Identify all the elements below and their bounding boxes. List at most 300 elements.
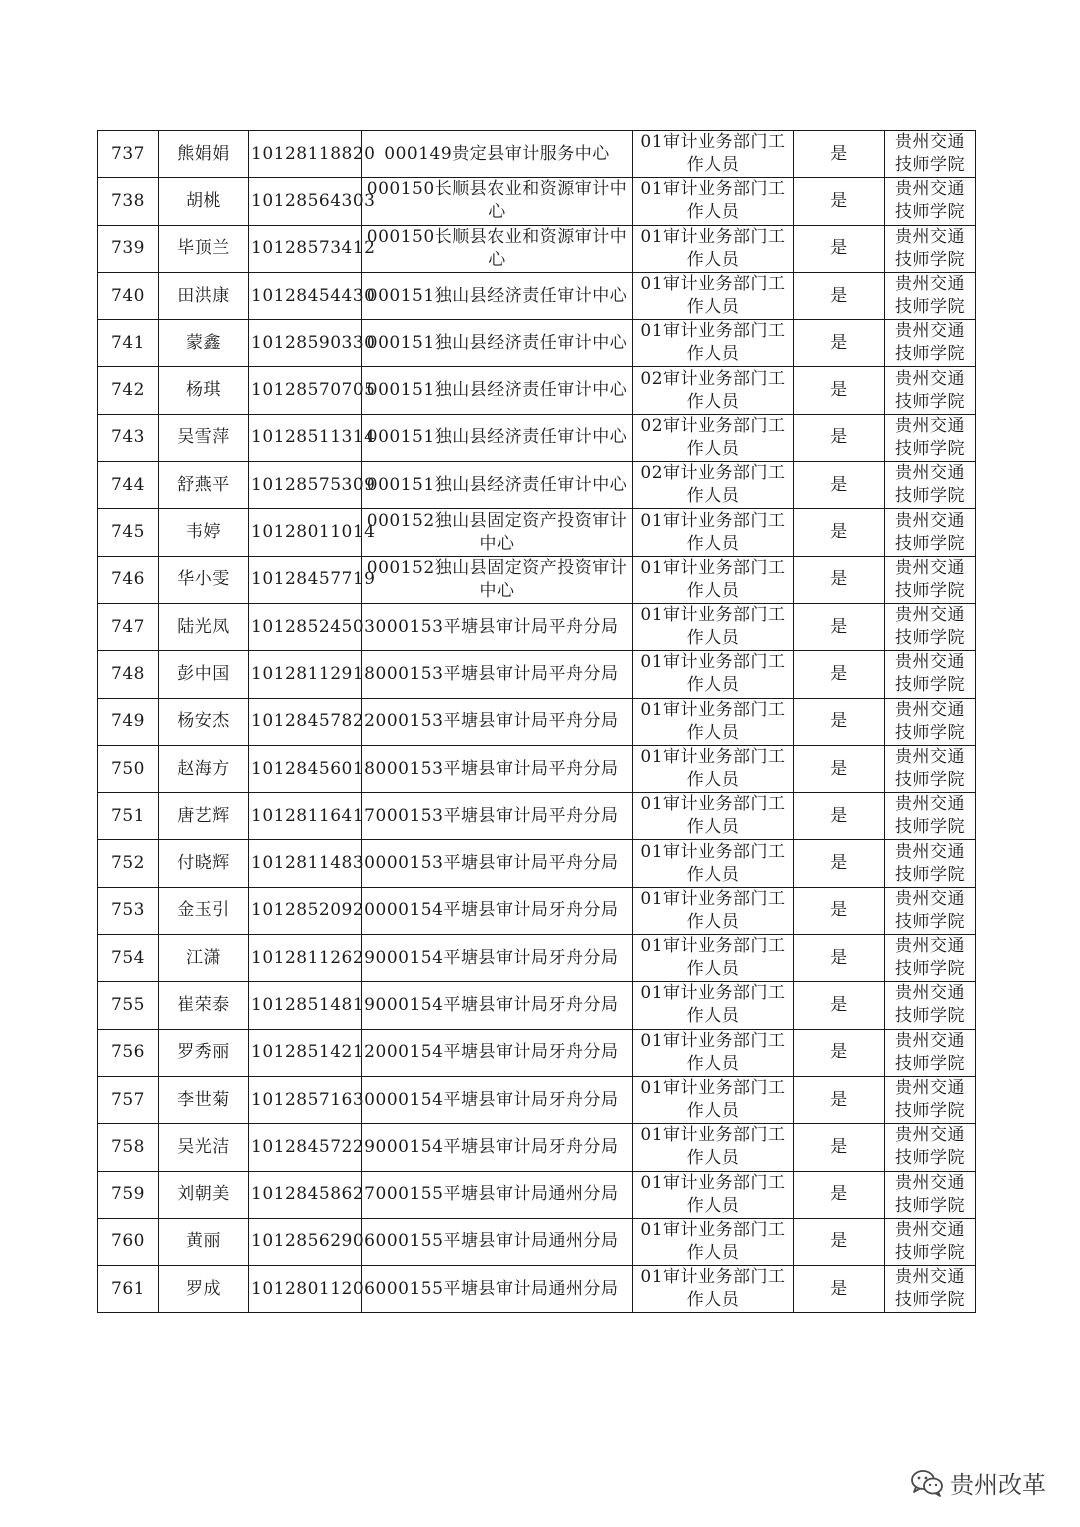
exam-site-line-1: 贵州交通 <box>895 605 965 626</box>
row-number-cell: 745 <box>98 509 159 556</box>
exam-site-line-2: 技师学院 <box>895 911 965 932</box>
unit-cell: 000153平塘县审计局平舟分局 <box>362 651 633 698</box>
row-number-cell: 752 <box>98 840 159 887</box>
unit-cell: 000153平塘县审计局平舟分局 <box>362 840 633 887</box>
exam-site-cell <box>885 367 976 414</box>
exam-site-line-2: 技师学院 <box>895 1101 965 1122</box>
exam-site-line-2: 技师学院 <box>895 533 965 554</box>
unit-cell: 000152独山县固定资产投资审计中心 <box>362 509 633 556</box>
exam-site-line-1: 贵州交通 <box>895 888 965 909</box>
position-line-2: 作人员 <box>686 438 740 459</box>
position-cell <box>633 320 794 367</box>
exam-site-line-1: 贵州交通 <box>895 1219 965 1240</box>
position-line-1: 01审计业务部门工 <box>640 1172 786 1193</box>
qualified-cell: 是 <box>794 131 885 178</box>
unit-cell: 000153平塘县审计局平舟分局 <box>362 603 633 650</box>
qualified-cell: 是 <box>794 840 885 887</box>
exam-site-cell <box>885 414 976 461</box>
position-line-1: 01审计业务部门工 <box>640 1030 786 1051</box>
position-line-2: 作人员 <box>686 533 740 554</box>
exam-site-line-1: 贵州交通 <box>895 794 965 815</box>
exam-site-cell <box>885 1218 976 1265</box>
unit-cell: 000154平塘县审计局牙舟分局 <box>362 1076 633 1123</box>
unit-cell: 000155平塘县审计局通州分局 <box>362 1266 633 1313</box>
qualified-cell: 是 <box>794 982 885 1029</box>
qualified-cell: 是 <box>794 1266 885 1313</box>
exam-id-cell: 10128514212 <box>249 1029 362 1076</box>
exam-site-line-2: 技师学院 <box>895 1195 965 1216</box>
position-cell <box>633 698 794 745</box>
exam-site-line-1: 贵州交通 <box>895 1125 965 1146</box>
position-cell <box>633 225 794 272</box>
position-cell <box>633 935 794 982</box>
exam-site-cell <box>885 320 976 367</box>
position-line-2: 作人员 <box>686 1195 740 1216</box>
exam-site-cell <box>885 1266 976 1313</box>
position-cell <box>633 651 794 698</box>
exam-site-cell <box>885 935 976 982</box>
row-number-cell: 746 <box>98 556 159 603</box>
table-row <box>98 556 976 603</box>
exam-site-cell <box>885 793 976 840</box>
name-cell: 崔荣泰 <box>159 982 249 1029</box>
row-number-cell: 761 <box>98 1266 159 1313</box>
position-line-1: 01审计业务部门工 <box>640 321 786 342</box>
table-row <box>98 462 976 509</box>
unit-cell: 000153平塘县审计局平舟分局 <box>362 793 633 840</box>
row-number-cell: 756 <box>98 1029 159 1076</box>
exam-site-cell <box>885 556 976 603</box>
table-row <box>98 1029 976 1076</box>
name-cell: 彭中国 <box>159 651 249 698</box>
exam-site-cell <box>885 887 976 934</box>
qualified-cell: 是 <box>794 509 885 556</box>
name-cell: 吴雪萍 <box>159 414 249 461</box>
unit-cell: 000153平塘县审计局平舟分局 <box>362 698 633 745</box>
exam-site-line-2: 技师学院 <box>895 486 965 507</box>
position-line-2: 作人员 <box>686 155 740 176</box>
exam-site-line-2: 技师学院 <box>895 864 965 885</box>
exam-site-line-1: 贵州交通 <box>895 747 965 767</box>
exam-site-line-1: 贵州交通 <box>895 841 965 862</box>
name-cell: 付晓辉 <box>159 840 249 887</box>
exam-site-line-2: 技师学院 <box>895 1290 965 1311</box>
candidate-table-body <box>98 131 976 1313</box>
position-line-2: 作人员 <box>686 1053 740 1074</box>
qualified-cell: 是 <box>794 793 885 840</box>
table-row <box>98 603 976 650</box>
exam-site-cell <box>885 651 976 698</box>
row-number-cell: 739 <box>98 225 159 272</box>
exam-site-line-2: 技师学院 <box>895 580 965 601</box>
position-cell <box>633 1171 794 1218</box>
table-row <box>98 982 976 1029</box>
name-cell: 熊娟娟 <box>159 131 249 178</box>
qualified-cell: 是 <box>794 367 885 414</box>
name-cell: 陆光凤 <box>159 603 249 650</box>
exam-id-cell: 10128575309 <box>249 462 362 509</box>
position-line-2: 作人员 <box>686 770 740 790</box>
name-cell: 李世菊 <box>159 1076 249 1123</box>
position-line-1: 02审计业务部门工 <box>640 368 786 389</box>
exam-id-cell: 10128457229 <box>249 1124 362 1171</box>
qualified-cell: 是 <box>794 178 885 225</box>
position-cell <box>633 178 794 225</box>
wechat-icon <box>910 1469 944 1497</box>
position-cell <box>633 603 794 650</box>
unit-cell: 000154平塘县审计局牙舟分局 <box>362 1124 633 1171</box>
table-row <box>98 935 976 982</box>
watermark <box>910 1465 1046 1500</box>
exam-site-line-2: 技师学院 <box>895 438 965 459</box>
position-cell <box>633 982 794 1029</box>
position-line-1: 01审计业务部门工 <box>640 510 786 531</box>
exam-site-line-2: 技师学院 <box>895 155 965 176</box>
position-line-1: 01审计业务部门工 <box>640 841 786 862</box>
unit-cell: 000149贵定县审计服务中心 <box>362 131 633 178</box>
name-cell: 杨琪 <box>159 367 249 414</box>
position-line-2: 作人员 <box>686 1101 740 1122</box>
row-number-cell: 738 <box>98 178 159 225</box>
unit-cell: 000154平塘县审计局牙舟分局 <box>362 982 633 1029</box>
exam-site-line-2: 技师学院 <box>895 297 965 318</box>
row-number-cell: 757 <box>98 1076 159 1123</box>
exam-id-cell: 10128457822 <box>249 698 362 745</box>
unit-cell: 000154平塘县审计局牙舟分局 <box>362 935 633 982</box>
position-line-1: 01审计业务部门工 <box>640 179 786 200</box>
name-cell: 蒙鑫 <box>159 320 249 367</box>
exam-site-line-2: 技师学院 <box>895 959 965 980</box>
position-line-2: 作人员 <box>686 911 740 932</box>
position-line-1: 01审计业务部门工 <box>640 983 786 1004</box>
row-number-cell: 741 <box>98 320 159 367</box>
position-line-1: 01审计业务部门工 <box>640 274 786 295</box>
unit-cell: 000151独山县经济责任审计中心 <box>362 414 633 461</box>
exam-id-cell: 10128011206 <box>249 1266 362 1313</box>
exam-site-cell <box>885 1029 976 1076</box>
position-cell <box>633 367 794 414</box>
exam-id-cell: 10128118820 <box>249 131 362 178</box>
exam-site-cell <box>885 982 976 1029</box>
position-line-1: 01审计业务部门工 <box>640 1267 786 1288</box>
unit-cell: 000151独山县经济责任审计中心 <box>362 320 633 367</box>
exam-site-line-2: 技师学院 <box>895 817 965 838</box>
exam-site-line-2: 技师学院 <box>895 391 965 412</box>
qualified-cell: 是 <box>794 462 885 509</box>
table-row <box>98 225 976 272</box>
exam-id-cell: 10128573412 <box>249 225 362 272</box>
position-cell <box>633 793 794 840</box>
unit-cell: 000153平塘县审计局平舟分局 <box>362 745 633 792</box>
qualified-cell: 是 <box>794 651 885 698</box>
exam-site-line-1: 贵州交通 <box>895 463 965 484</box>
exam-site-line-2: 技师学院 <box>895 675 965 696</box>
exam-id-cell: 10128571630 <box>249 1076 362 1123</box>
table-row <box>98 745 976 792</box>
exam-site-cell <box>885 1124 976 1171</box>
exam-site-line-2: 技师学院 <box>895 628 965 649</box>
exam-site-line-1: 贵州交通 <box>895 1172 965 1193</box>
row-number-cell: 748 <box>98 651 159 698</box>
exam-id-cell: 10128590330 <box>249 320 362 367</box>
exam-site-line-1: 贵州交通 <box>895 226 965 247</box>
table-row <box>98 793 976 840</box>
position-cell <box>633 131 794 178</box>
position-cell <box>633 414 794 461</box>
exam-site-cell <box>885 1171 976 1218</box>
position-line-1: 01审计业务部门工 <box>640 794 786 815</box>
name-cell: 田洪康 <box>159 272 249 319</box>
name-cell: 唐艺辉 <box>159 793 249 840</box>
position-line-1: 01审计业务部门工 <box>640 652 786 673</box>
exam-site-line-2: 技师学院 <box>895 249 965 270</box>
exam-site-line-1: 贵州交通 <box>895 699 965 720</box>
position-line-1: 01审计业务部门工 <box>640 936 786 957</box>
exam-site-line-1: 贵州交通 <box>895 415 965 436</box>
qualified-cell: 是 <box>794 935 885 982</box>
exam-id-cell: 10128562906 <box>249 1218 362 1265</box>
exam-site-cell <box>885 1076 976 1123</box>
exam-id-cell: 10128514819 <box>249 982 362 1029</box>
table-row <box>98 1171 976 1218</box>
position-cell <box>633 887 794 934</box>
exam-site-line-1: 贵州交通 <box>895 1078 965 1099</box>
position-line-2: 作人员 <box>686 864 740 885</box>
exam-site-cell <box>885 272 976 319</box>
candidate-table <box>97 130 976 1313</box>
row-number-cell: 749 <box>98 698 159 745</box>
position-line-2: 作人员 <box>686 344 740 365</box>
qualified-cell: 是 <box>794 1171 885 1218</box>
unit-cell: 000152独山县固定资产投资审计中心 <box>362 556 633 603</box>
position-line-2: 作人员 <box>686 580 740 601</box>
position-line-2: 作人员 <box>686 297 740 318</box>
qualified-cell: 是 <box>794 272 885 319</box>
position-line-2: 作人员 <box>686 249 740 270</box>
table-row <box>98 887 976 934</box>
unit-cell: 000154平塘县审计局牙舟分局 <box>362 887 633 934</box>
position-line-1: 01审计业务部门工 <box>640 888 786 909</box>
exam-site-cell <box>885 509 976 556</box>
exam-id-cell: 10128570705 <box>249 367 362 414</box>
exam-id-cell: 10128116417 <box>249 793 362 840</box>
qualified-cell: 是 <box>794 887 885 934</box>
exam-site-line-1: 贵州交通 <box>895 274 965 295</box>
position-cell <box>633 462 794 509</box>
position-cell <box>633 509 794 556</box>
exam-id-cell: 10128114830 <box>249 840 362 887</box>
exam-site-line-2: 技师学院 <box>895 722 965 743</box>
exam-site-line-1: 贵州交通 <box>895 936 965 957</box>
position-cell <box>633 840 794 887</box>
position-line-2: 作人员 <box>686 675 740 696</box>
exam-id-cell: 10128112629 <box>249 935 362 982</box>
exam-site-cell <box>885 462 976 509</box>
row-number-cell: 750 <box>98 745 159 792</box>
row-number-cell: 753 <box>98 887 159 934</box>
qualified-cell: 是 <box>794 1124 885 1171</box>
exam-site-line-1: 贵州交通 <box>895 368 965 389</box>
exam-site-line-2: 技师学院 <box>895 1148 965 1169</box>
position-line-1: 01审计业务部门工 <box>640 699 786 720</box>
exam-site-line-1: 贵州交通 <box>895 983 965 1004</box>
row-number-cell: 751 <box>98 793 159 840</box>
exam-site-cell <box>885 745 976 792</box>
unit-cell: 000150长顺县农业和资源审计中心 <box>362 178 633 225</box>
exam-site-line-1: 贵州交通 <box>895 321 965 342</box>
qualified-cell: 是 <box>794 1029 885 1076</box>
row-number-cell: 743 <box>98 414 159 461</box>
exam-id-cell: 10128458627 <box>249 1171 362 1218</box>
exam-id-cell: 10128457719 <box>249 556 362 603</box>
qualified-cell: 是 <box>794 414 885 461</box>
row-number-cell: 737 <box>98 131 159 178</box>
position-cell <box>633 1266 794 1313</box>
table-row <box>98 651 976 698</box>
table-row <box>98 414 976 461</box>
exam-site-cell <box>885 225 976 272</box>
table-row <box>98 1076 976 1123</box>
row-number-cell: 744 <box>98 462 159 509</box>
position-cell <box>633 272 794 319</box>
position-line-2: 作人员 <box>686 817 740 838</box>
name-cell: 韦婷 <box>159 509 249 556</box>
exam-site-line-1: 贵州交通 <box>895 510 965 531</box>
unit-cell: 000155平塘县审计局通州分局 <box>362 1171 633 1218</box>
table-row <box>98 1218 976 1265</box>
exam-id-cell: 10128011014 <box>249 509 362 556</box>
position-line-1: 01审计业务部门工 <box>640 132 786 153</box>
position-line-2: 作人员 <box>686 1290 740 1311</box>
position-cell <box>633 1124 794 1171</box>
exam-site-line-2: 技师学院 <box>895 344 965 365</box>
name-cell: 罗成 <box>159 1266 249 1313</box>
position-cell <box>633 1029 794 1076</box>
exam-site-line-1: 贵州交通 <box>895 652 965 673</box>
exam-site-line-1: 贵州交通 <box>895 557 965 578</box>
name-cell: 黄丽 <box>159 1218 249 1265</box>
exam-site-line-1: 贵州交通 <box>895 1267 965 1288</box>
exam-site-cell <box>885 131 976 178</box>
qualified-cell: 是 <box>794 603 885 650</box>
table-row <box>98 1266 976 1313</box>
position-line-1: 01审计业务部门工 <box>640 1125 786 1146</box>
qualified-cell: 是 <box>794 745 885 792</box>
row-number-cell: 740 <box>98 272 159 319</box>
name-cell: 罗秀丽 <box>159 1029 249 1076</box>
position-line-1: 01审计业务部门工 <box>640 557 786 578</box>
unit-cell: 000154平塘县审计局牙舟分局 <box>362 1029 633 1076</box>
exam-id-cell: 10128456018 <box>249 745 362 792</box>
exam-site-cell <box>885 178 976 225</box>
unit-cell: 000151独山县经济责任审计中心 <box>362 367 633 414</box>
exam-id-cell: 10128520920 <box>249 887 362 934</box>
exam-site-line-2: 技师学院 <box>895 770 965 790</box>
position-line-2: 作人员 <box>686 1006 740 1027</box>
position-line-2: 作人员 <box>686 486 740 507</box>
table-row <box>98 698 976 745</box>
position-cell <box>633 556 794 603</box>
unit-cell: 000151独山县经济责任审计中心 <box>362 462 633 509</box>
name-cell: 华小雯 <box>159 556 249 603</box>
position-line-1: 01审计业务部门工 <box>640 747 786 767</box>
position-line-1: 02审计业务部门工 <box>640 463 786 484</box>
row-number-cell: 742 <box>98 367 159 414</box>
name-cell: 江潇 <box>159 935 249 982</box>
position-cell <box>633 1076 794 1123</box>
position-line-2: 作人员 <box>686 959 740 980</box>
position-cell <box>633 1218 794 1265</box>
row-number-cell: 760 <box>98 1218 159 1265</box>
name-cell: 杨安杰 <box>159 698 249 745</box>
table-row <box>98 272 976 319</box>
table-row <box>98 840 976 887</box>
name-cell: 赵海方 <box>159 745 249 792</box>
table-row <box>98 178 976 225</box>
qualified-cell: 是 <box>794 698 885 745</box>
row-number-cell: 758 <box>98 1124 159 1171</box>
watermark-text: 贵州改革 <box>950 1471 1046 1499</box>
position-line-2: 作人员 <box>686 1242 740 1263</box>
exam-site-line-1: 贵州交通 <box>895 1030 965 1051</box>
name-cell: 毕顶兰 <box>159 225 249 272</box>
row-number-cell: 747 <box>98 603 159 650</box>
position-cell <box>633 745 794 792</box>
exam-site-cell <box>885 603 976 650</box>
exam-id-cell: 10128524503 <box>249 603 362 650</box>
table-row <box>98 367 976 414</box>
exam-id-cell: 10128112918 <box>249 651 362 698</box>
qualified-cell: 是 <box>794 320 885 367</box>
exam-id-cell: 10128564303 <box>249 178 362 225</box>
exam-site-line-1: 贵州交通 <box>895 132 965 153</box>
exam-site-line-1: 贵州交通 <box>895 179 965 200</box>
unit-cell: 000155平塘县审计局通州分局 <box>362 1218 633 1265</box>
position-line-1: 01审计业务部门工 <box>640 226 786 247</box>
exam-site-cell <box>885 840 976 887</box>
table-row <box>98 509 976 556</box>
table-row <box>98 131 976 178</box>
position-line-2: 作人员 <box>686 628 740 649</box>
exam-site-line-2: 技师学院 <box>895 1242 965 1263</box>
position-line-1: 01审计业务部门工 <box>640 605 786 626</box>
exam-site-line-2: 技师学院 <box>895 1006 965 1027</box>
name-cell: 金玉引 <box>159 887 249 934</box>
exam-site-line-2: 技师学院 <box>895 202 965 223</box>
position-line-2: 作人员 <box>686 391 740 412</box>
position-line-1: 02审计业务部门工 <box>640 415 786 436</box>
name-cell: 舒燕平 <box>159 462 249 509</box>
row-number-cell: 759 <box>98 1171 159 1218</box>
position-line-2: 作人员 <box>686 202 740 223</box>
qualified-cell: 是 <box>794 225 885 272</box>
unit-cell: 000151独山县经济责任审计中心 <box>362 272 633 319</box>
exam-site-line-2: 技师学院 <box>895 1053 965 1074</box>
position-line-1: 01审计业务部门工 <box>640 1078 786 1099</box>
name-cell: 胡桃 <box>159 178 249 225</box>
table-row <box>98 320 976 367</box>
position-line-1: 01审计业务部门工 <box>640 1219 786 1240</box>
row-number-cell: 755 <box>98 982 159 1029</box>
exam-id-cell: 10128511314 <box>249 414 362 461</box>
unit-cell: 000150长顺县农业和资源审计中心 <box>362 225 633 272</box>
name-cell: 刘朝美 <box>159 1171 249 1218</box>
row-number-cell: 754 <box>98 935 159 982</box>
exam-site-cell <box>885 698 976 745</box>
exam-id-cell: 10128454430 <box>249 272 362 319</box>
qualified-cell: 是 <box>794 556 885 603</box>
position-line-2: 作人员 <box>686 722 740 743</box>
